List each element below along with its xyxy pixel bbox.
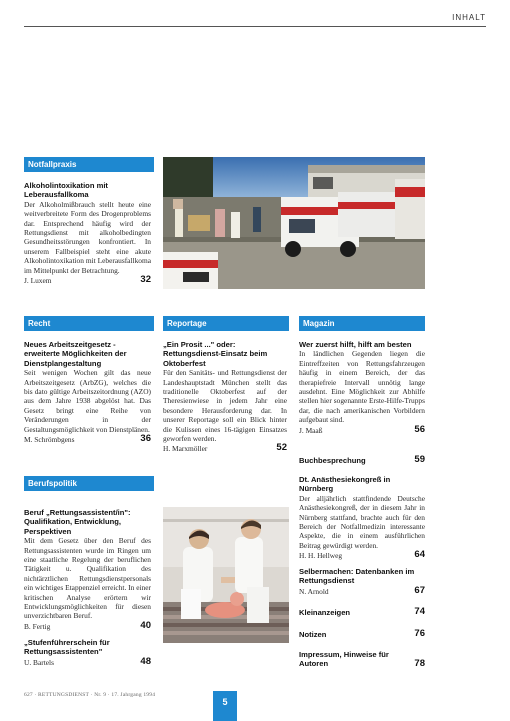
toc-title: Kleinanzeigen [299, 608, 351, 617]
article-byline [24, 621, 151, 632]
page-number-box: 5 [213, 691, 237, 721]
article-teaser: Der Alkoholmißbrauch stellt heute eine weitverbreitete Form des Drogenproblems dar. Entsprechend häufig wird der Rettungsdienst mit alkoholbedingten Gesundheitsstörungen konfrontiert. In unserem Fallbeispiel steht eine akute Alkoholintoxikation mit Leberausfallkoma im Mittelpunkt der Betrachtung. [24, 199, 151, 275]
article-byline [24, 434, 151, 445]
article-byline [163, 443, 287, 454]
category-magazin: Magazin [299, 316, 425, 331]
article-reportage[interactable] [163, 340, 287, 454]
article-stufen[interactable] [24, 638, 151, 668]
category-reportage: Reportage [163, 316, 289, 331]
toc-title: Impressum, Hinweise für Autoren [299, 650, 389, 669]
article-byline [24, 657, 151, 668]
ambulance-photo [163, 157, 425, 289]
article-teaser: In ländlichen Gegenden liegen die Eintreffzeiten von Rettungsfahrzeugen häufig in einem Bereich, der das therapiefreie Intervall unnötig lange ausdehnt. Eine Möglichkeit zur Abhilfe stellen hier sogenannte Erste-Hilfe-Trupps dar, die nach amerikanischen Vorbildern aufgebaut sind. [299, 349, 425, 425]
page-number: 67 [414, 584, 425, 596]
toc-title: Notizen [299, 630, 327, 639]
author: J. Maaß [299, 425, 323, 435]
article-selbermachen[interactable] [299, 567, 425, 597]
article-title: Alkoholintoxikation mit Leberausfallkoma [24, 181, 108, 200]
author: N. Arnold [299, 586, 329, 596]
category-berufspolitik: Berufspolitik [24, 476, 154, 491]
article-teaser: Der alljährlich stattfindende Deutsche Anästhesiekongreß, der in diesem Jahr in Nürnberg stattfand, brachte auch für den Bereich der Notfallmedizin interessante Aspekte, die in einem ausführlichen Beitrag gewürdigt werden. [299, 493, 425, 550]
article-title: Wer zuerst hilft, hilft am besten [299, 340, 412, 349]
article-recht[interactable] [24, 340, 151, 445]
page-number: 74 [414, 606, 425, 617]
article-teaser: Für den Sanitäts- und Rettungsdienst der Landeshauptstadt München stellt das traditionelle Oktoberfest auf der Theresienwiese in jedem Jahr eine besondere Herausforderung dar. In unserer Reportage soll ein Blick hinter die Kulissen eines 16-tägigen Einsatzes geworfen werden. [163, 368, 287, 444]
page-number: 78 [414, 658, 425, 669]
author: M. Schrömbgens [24, 435, 75, 445]
author: B. Fertig [24, 621, 51, 631]
page-number: 36 [140, 433, 151, 445]
article-title: Neues Arbeitszeitgesetz - erweiterte Möglichkeiten der Dienstplangestaltung [24, 340, 127, 368]
article-title: Selbermachen: Datenbanken im Rettungsdienst [299, 567, 415, 586]
page-number: 32 [140, 274, 151, 286]
article-notfall[interactable] [24, 181, 151, 286]
article-byline [299, 425, 425, 436]
article-title: Beruf „Rettungsassistent/in": Qualifikation, Entwicklung, Perspektiven [24, 508, 131, 536]
author: H. H. Hellweg [299, 551, 343, 561]
article-berufspolitik[interactable] [24, 508, 151, 632]
article-title: „Stufenführerschein für Rettungsassistenten" [24, 638, 110, 657]
article-teaser: Seit wenigen Wochen gilt das neue Arbeitszeitgesetz (ArbZG), welches die bis dato gültige Arbeitszeitordnung (AZO) aus dem Jahre 1938 abgelöst hat. Das Gesetz bringt eine Reihe von Veränderungen in der Gestaltungsmöglichkeit von Dienstplänen. [24, 368, 151, 434]
toc-impressum[interactable] [299, 650, 425, 669]
toc-kleinanzeigen[interactable] [299, 608, 425, 617]
article-title: Dt. Anästhesiekongreß in Nürnberg [299, 475, 391, 494]
page-number: 40 [140, 619, 151, 631]
category-notfallpraxis: Notfallpraxis [24, 157, 154, 172]
article-title: „Ein Prosit ..." oder: Rettungsdienst-Einsatz beim Oktoberfest [163, 340, 268, 368]
page-number: 52 [276, 442, 287, 454]
toc-notizen[interactable] [299, 630, 425, 639]
page-number: 48 [140, 655, 151, 667]
page-number: 56 [414, 423, 425, 435]
article-anaesthesie[interactable] [299, 475, 425, 561]
category-recht: Recht [24, 316, 154, 331]
author: H. Marxmöller [163, 444, 208, 454]
section-title: INHALT [452, 13, 486, 22]
cpr-training-photo [163, 507, 289, 643]
footer-imprint: 627 · RETTUNGSDIENST · Nr. 9 · 17. Jahrgang 1994 [24, 692, 156, 698]
toc-buchbesprechung[interactable] [299, 456, 425, 465]
author: U. Bartels [24, 657, 54, 667]
article-teaser: Mit dem Gesetz über den Beruf des Rettungsassistenten wurde im Ringen um eine staatliche Regelung der beruflichen Tätigkeit u. Qualifikation des nichtärztlichen Rettungsdienstpersonals ein wichtiges Etappenziel erreicht. In einer kritischen Analyse erörtern wir Entwicklungsmöglichkeiten für diesen unverzichtbaren Beruf. [24, 536, 151, 621]
article-byline [299, 550, 425, 561]
article-byline [24, 275, 151, 286]
toc-title: Buchbesprechung [299, 456, 366, 465]
page-number: 76 [414, 628, 425, 639]
author: J. Luxem [24, 276, 52, 286]
page-number: 59 [414, 454, 425, 465]
article-byline [299, 586, 425, 597]
header-rule [24, 26, 486, 27]
article-magazin[interactable] [299, 340, 425, 436]
page-number: 64 [414, 549, 425, 561]
